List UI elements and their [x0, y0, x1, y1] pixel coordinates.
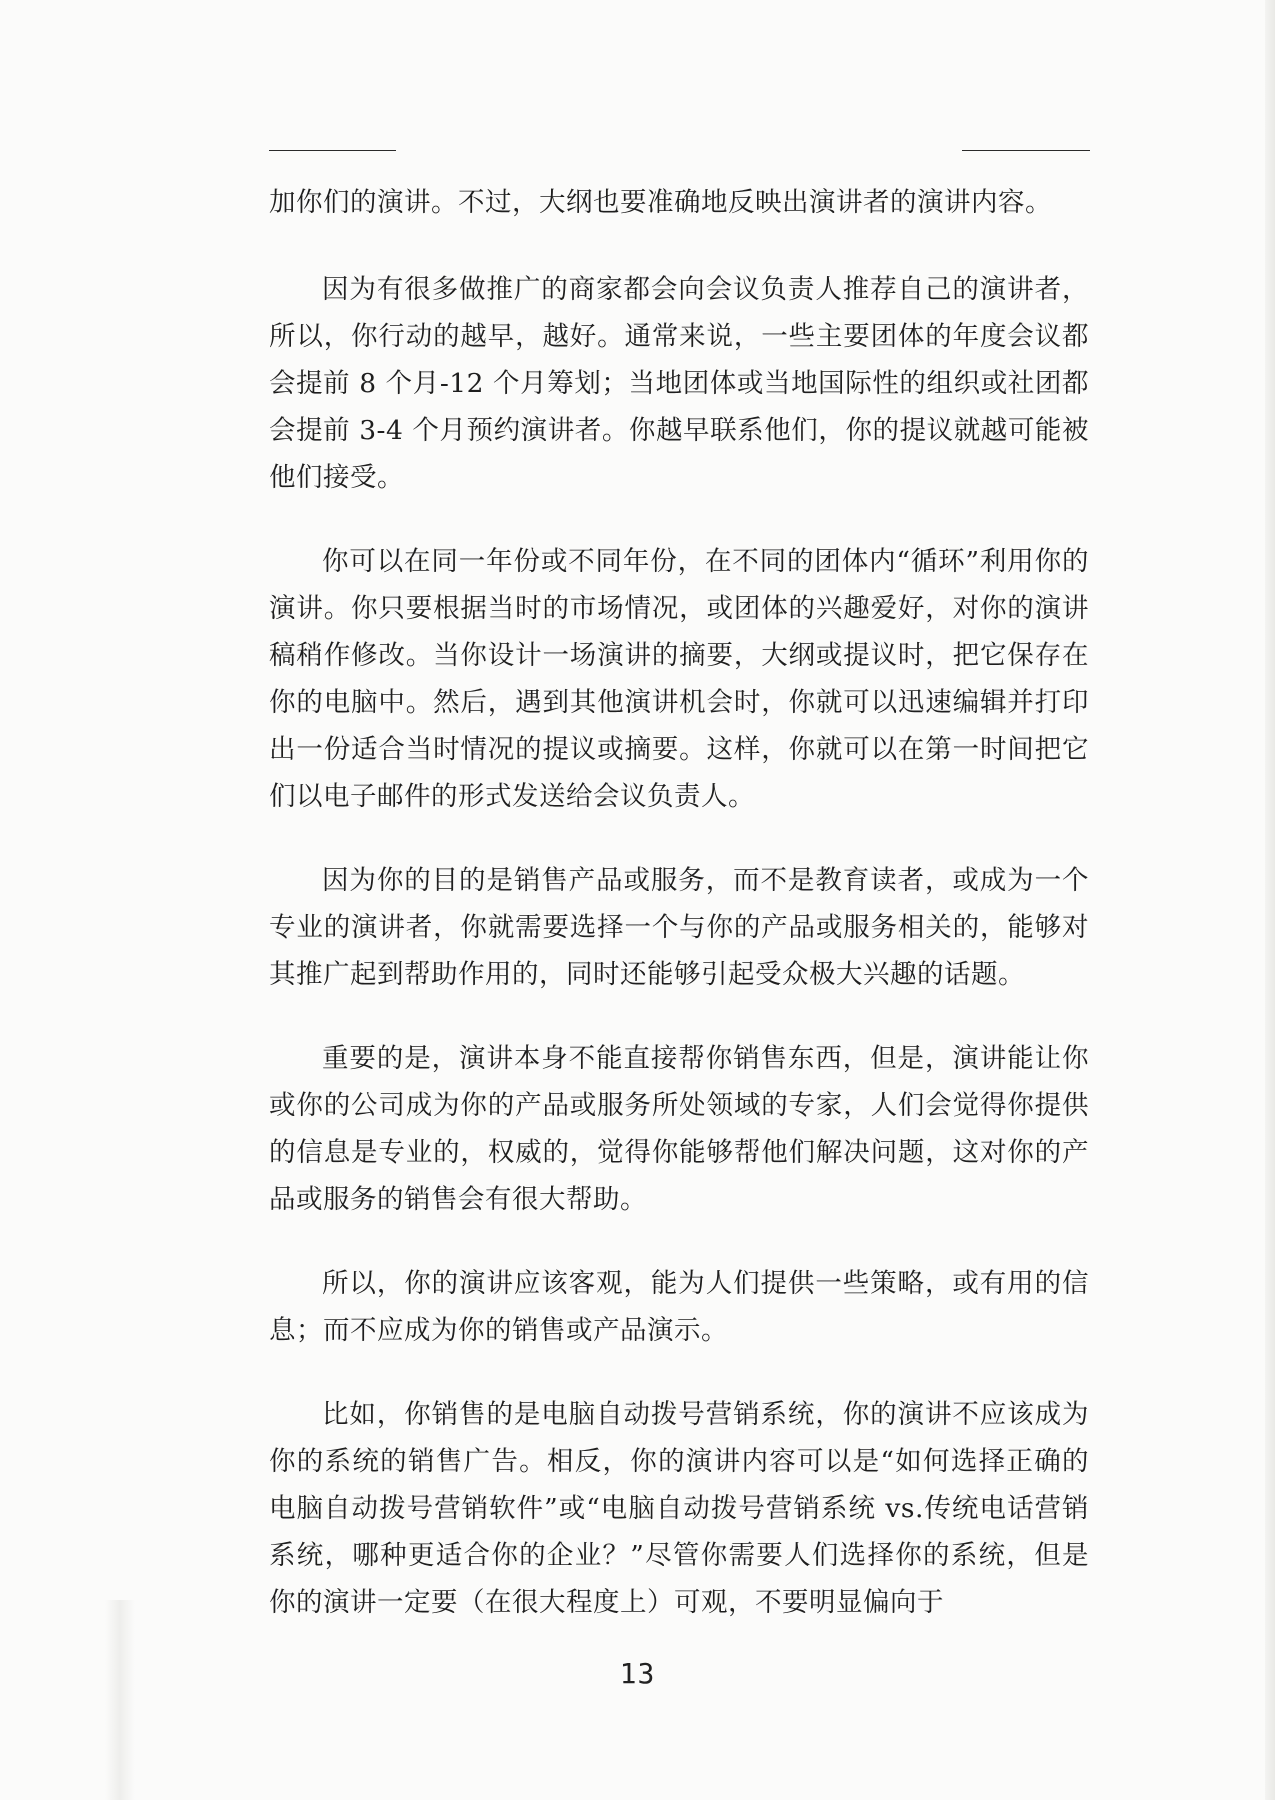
scan-shadow	[105, 1600, 135, 1800]
page-edge-shadow	[1265, 0, 1275, 1800]
paragraph: 因为有很多做推广的商家都会向会议负责人推荐自己的演讲者，所以，你行动的越早，越好。通常来说，一些主要团体的年度会议都会提前 8 个月-12 个月筹划；当地团体或当地国际性的组织或社团都会提前 3-4 个月预约演讲者。你越早联系他们，你的提议就越可能被他们接受。	[269, 274, 1089, 493]
paragraph: 所以，你的演讲应该客观，能为人们提供一些策略，或有用的信息；而不应成为你的销售或产品演示。	[269, 1268, 1089, 1346]
paragraph: 重要的是，演讲本身不能直接帮你销售东西，但是，演讲能让你或你的公司成为你的产品或服务所处领域的专家，人们会觉得你提供的信息是专业的，权威的，觉得你能够帮他们解决问题，这对你的产品或服务的销售会有很大帮助。	[269, 1043, 1089, 1215]
paragraph-continued: 加你们的演讲。不过，大纲也要准确地反映出演讲者的演讲内容。	[269, 187, 1052, 218]
body-text	[269, 179, 1089, 1663]
paragraph: 因为你的目的是销售产品或服务，而不是教育读者，或成为一个专业的演讲者，你就需要选择一个与你的产品或服务相关的，能够对其推广起到帮助作用的，同时还能够引起受众极大兴趣的话题。	[269, 865, 1089, 990]
paragraph: 你可以在同一年份或不同年份，在不同的团体内“循环”利用你的演讲。你只要根据当时的市场情况，或团体的兴趣爱好，对你的演讲稿稍作修改。当你设计一场演讲的摘要，大纲或提议时，把它保存在你的电脑中。然后，遇到其他演讲机会时，你就可以迅速编辑并打印出一份适合当时情况的提议或摘要。这样，你就可以在第一时间把它们以电子邮件的形式发送给会议负责人。	[269, 546, 1089, 812]
header-rule-right	[962, 150, 1090, 151]
page-number: 13	[619, 1657, 656, 1690]
header-rule-left	[269, 150, 396, 151]
paragraph: 比如，你销售的是电脑自动拨号营销系统，你的演讲不应该成为你的系统的销售广告。相反，你的演讲内容可以是“如何选择正确的电脑自动拨号营销软件”或“电脑自动拨号营销系统 vs.传统电话营销系统，哪种更适合你的企业？”尽管你需要人们选择你的系统，但是你的演讲一定要（在很大程度上）可观，不要明显偏向于	[269, 1399, 1089, 1618]
